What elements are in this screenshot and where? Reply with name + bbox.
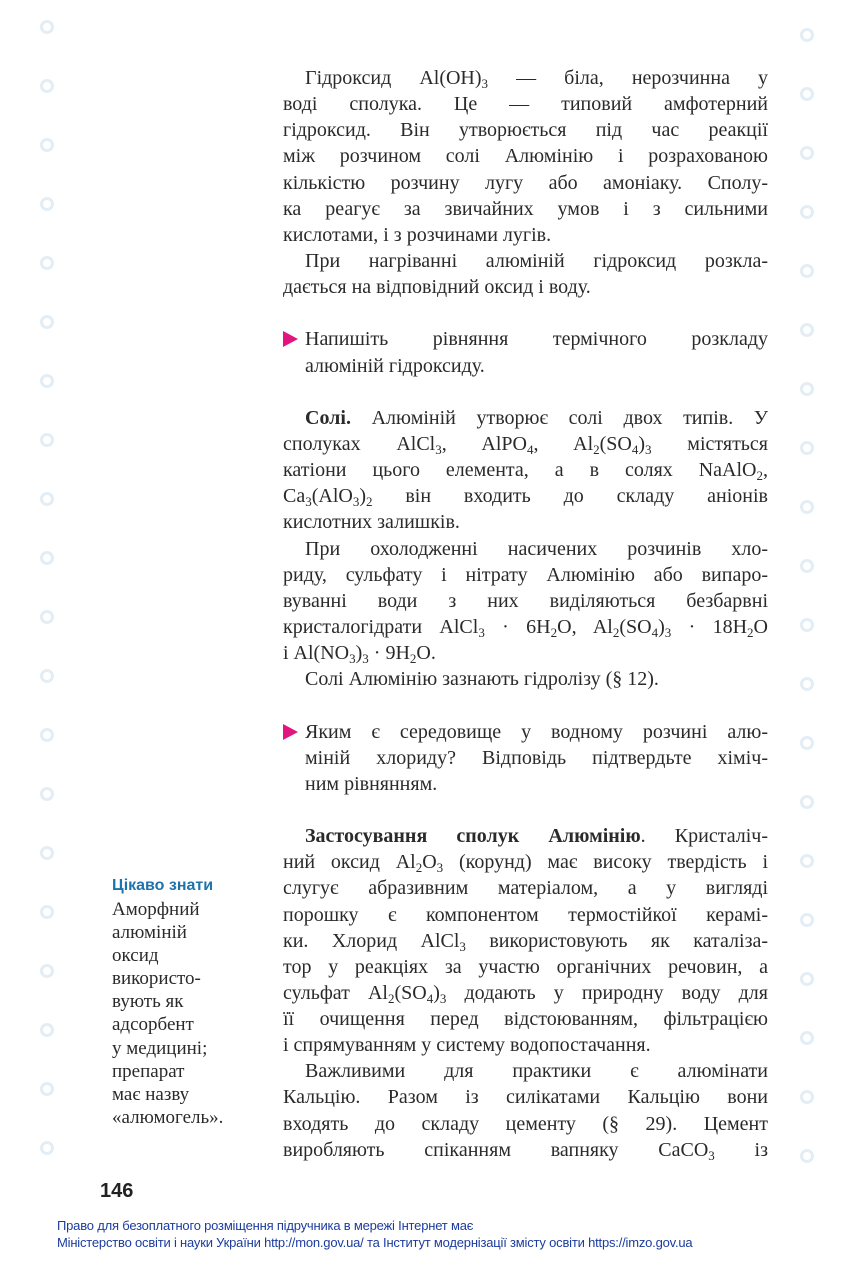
main-text-column bbox=[283, 65, 768, 1163]
watermark-logo-icon bbox=[40, 138, 54, 152]
text-line bbox=[283, 823, 768, 849]
text-line bbox=[283, 614, 768, 640]
blank-line bbox=[283, 692, 768, 718]
text-line bbox=[283, 248, 768, 274]
text-line bbox=[283, 326, 768, 352]
text-line bbox=[283, 1058, 768, 1084]
text-line bbox=[283, 849, 768, 875]
text-line-content: Застосування сполук Алюмінію. Кристаліч- bbox=[305, 825, 768, 848]
text-line-content bbox=[283, 302, 288, 324]
page-number: 146 bbox=[100, 1180, 134, 1202]
sidebar-line: оксид bbox=[112, 945, 159, 967]
text-line-content: кислотами, і з розчинами лугів. bbox=[283, 223, 552, 246]
text-line-content: входять до складу цементу (§ 29). Цемент bbox=[283, 1112, 768, 1135]
text-line-content: Гідроксид $Al(OH)_3$ — біла, нерозчинна у bbox=[305, 67, 768, 91]
text-line bbox=[283, 196, 768, 222]
text-line-content: виробляють спіканням вапняку CaCO$_3$ із bbox=[283, 1138, 768, 1163]
sidebar-line: Аморфний bbox=[112, 899, 200, 920]
watermark-logo-icon bbox=[800, 87, 814, 101]
text-line bbox=[283, 954, 768, 980]
footer-line-2: Міністерство освіти і науки України http://mon.gov.ua/ та Інститут модернізації змісту освіти https://imzo.gov.ua bbox=[57, 1235, 693, 1250]
text-line bbox=[283, 902, 768, 928]
watermark-logo-icon bbox=[800, 618, 814, 632]
sidebar-line: у медицині; bbox=[112, 1037, 208, 1059]
text-line-content: кристалогідрати AlCl$_3$ · $6H_2O$, $Al_2(SO_4)_3 \cdot 18H_2O$ bbox=[283, 615, 768, 640]
text-line bbox=[283, 588, 768, 614]
text-line-content: ка реагує за звичайних умов і з сильними bbox=[283, 197, 768, 220]
watermark-logo-icon bbox=[800, 28, 814, 42]
text-line-content: її очищення перед відстоюванням, фільтрацією bbox=[283, 1008, 768, 1031]
text-line bbox=[283, 536, 768, 562]
text-line bbox=[283, 431, 768, 457]
watermark-logo-icon bbox=[40, 551, 54, 565]
watermark-logo-icon bbox=[800, 795, 814, 809]
text-line-content: дається на відповідний оксид і воду. bbox=[283, 276, 591, 299]
watermark-logo-icon bbox=[800, 1031, 814, 1045]
text-line-content: риду, сульфату і нітрату Алюмінію або випаро- bbox=[283, 563, 768, 586]
text-line bbox=[283, 65, 768, 91]
text-line-content: кислотних залишків. bbox=[283, 511, 460, 534]
watermark-logo-icon bbox=[800, 1149, 814, 1163]
watermark-logo-icon bbox=[40, 610, 54, 624]
watermark-logo-icon bbox=[40, 256, 54, 270]
text-line-content bbox=[283, 381, 288, 403]
sidebar-line: «алюмогель». bbox=[112, 1106, 224, 1128]
watermark-logo-icon bbox=[40, 1141, 54, 1155]
watermark-logo-icon bbox=[40, 79, 54, 93]
text-line-content: порошку є компонентом термостійкої керамі- bbox=[283, 903, 768, 926]
sidebar-heading: Цікаво знати bbox=[112, 877, 214, 894]
text-line-content: ки. Хлорид AlCl$_3$ використовують як каталіза- bbox=[283, 929, 769, 954]
text-line-content: Важливими для практики є алюмінати bbox=[305, 1060, 768, 1083]
text-line-content: кількістю розчину лугу або амоніаку. Сполу- bbox=[283, 171, 768, 194]
watermark-logo-icon bbox=[40, 374, 54, 388]
sidebar-line: використо- bbox=[112, 968, 201, 990]
text-line-content: і спрямуванням у систему водопостачання. bbox=[283, 1034, 651, 1057]
watermark-logo-icon bbox=[40, 1082, 54, 1096]
text-line-content: Напишіть рівняння термічного розкладу bbox=[305, 328, 768, 351]
text-line-content: ний оксид $Al_2O_3$ (корунд) має високу твердість і bbox=[283, 851, 769, 876]
watermark-logo-icon bbox=[800, 382, 814, 396]
text-line bbox=[283, 222, 768, 248]
text-line bbox=[283, 745, 768, 771]
text-line-content: Солі Алюмінію зазнають гідролізу (§ 12). bbox=[305, 668, 659, 691]
watermark-logo-icon bbox=[40, 492, 54, 506]
text-line bbox=[283, 143, 768, 169]
text-line-content: Солі. Алюміній утворює солі двох типів. У bbox=[305, 406, 768, 429]
watermark-logo-icon bbox=[40, 669, 54, 683]
watermark-logo-icon bbox=[40, 728, 54, 742]
text-line bbox=[283, 980, 768, 1006]
text-line bbox=[283, 640, 768, 666]
blank-line bbox=[283, 379, 768, 405]
watermark-logo-icon bbox=[800, 559, 814, 573]
text-line-content: ним рівнянням. bbox=[305, 772, 438, 795]
text-line bbox=[283, 170, 768, 196]
text-line-content: і $Al(NO_3)_3 \cdot 9H_2O$. bbox=[283, 642, 436, 667]
text-line bbox=[283, 91, 768, 117]
text-line bbox=[283, 771, 768, 797]
watermark-logo-icon bbox=[800, 323, 814, 337]
text-line-content: міній хлориду? Відповідь підтвердьте хіміч- bbox=[305, 746, 768, 769]
text-line-content: Кальцію. Разом із силікатами Кальцію вони bbox=[283, 1086, 768, 1109]
text-line-content: $Ca_3(AlO_3)_2$ він входить до складу аніонів bbox=[283, 485, 768, 510]
watermark-logo-icon bbox=[40, 197, 54, 211]
text-line bbox=[283, 666, 768, 692]
task-triangle-icon bbox=[283, 724, 298, 740]
task-triangle-icon bbox=[283, 331, 298, 347]
text-line-content: тор у реакціях за участю органічних речовин, а bbox=[283, 955, 768, 978]
text-line-content: вуванні води з них виділяються безбарвні bbox=[283, 589, 768, 612]
text-line bbox=[283, 875, 768, 901]
text-line-content: між розчином солі Алюмінію і розрахованою bbox=[283, 145, 768, 168]
watermark-logo-icon bbox=[40, 846, 54, 860]
text-line bbox=[283, 117, 768, 143]
sidebar-line: алюміній bbox=[112, 922, 187, 944]
text-line-content: При охолодженні насичених розчинів хло- bbox=[305, 537, 768, 560]
blank-line bbox=[283, 300, 768, 326]
blank-line bbox=[283, 797, 768, 823]
watermark-logo-icon bbox=[40, 20, 54, 34]
text-line-content: воді сполука. Це — типовий амфотерний bbox=[283, 93, 768, 116]
watermark-logo-icon bbox=[40, 1023, 54, 1037]
watermark-logo-icon bbox=[40, 433, 54, 447]
sidebar-line: має назву bbox=[112, 1083, 190, 1105]
sidebar-line: препарат bbox=[112, 1060, 185, 1082]
text-line bbox=[283, 483, 768, 509]
watermark-logo-icon bbox=[800, 146, 814, 160]
watermark-logo-icon bbox=[800, 736, 814, 750]
watermark-logo-icon bbox=[800, 913, 814, 927]
text-line-content bbox=[283, 694, 288, 716]
watermark-logo-icon bbox=[800, 677, 814, 691]
text-line bbox=[283, 562, 768, 588]
watermark-logo-icon bbox=[800, 972, 814, 986]
watermark-logo-icon bbox=[800, 500, 814, 514]
watermark-logo-icon bbox=[40, 787, 54, 801]
text-line bbox=[283, 509, 768, 535]
text-line bbox=[283, 1111, 768, 1137]
watermark-logo-icon bbox=[40, 964, 54, 978]
text-line-content: сульфат $Al_2(SO_4)_3$ додають у природну воду для bbox=[283, 981, 768, 1006]
text-line bbox=[283, 457, 768, 483]
text-line bbox=[283, 405, 768, 431]
text-line bbox=[283, 1137, 768, 1163]
watermark-logo-icon bbox=[800, 264, 814, 278]
text-line bbox=[283, 719, 768, 745]
text-line-content: гідроксид. Він утворюється під час реакції bbox=[283, 119, 768, 142]
text-line bbox=[283, 1084, 768, 1110]
text-line-content: Яким є середовище у водному розчині алю- bbox=[305, 720, 768, 743]
watermark-logo-icon bbox=[800, 854, 814, 868]
watermark-logo-icon bbox=[800, 1090, 814, 1104]
sidebar-line: адсорбент bbox=[112, 1014, 194, 1036]
text-line bbox=[283, 1006, 768, 1032]
text-line-content: сполуках AlCl$_3$, AlPO$_4$, $Al_2(SO_4)_3$ містяться bbox=[283, 432, 769, 457]
text-line-content: При нагріванні алюміній гідроксид розкла- bbox=[305, 249, 768, 272]
sidebar-line: вують як bbox=[112, 991, 184, 1013]
watermark-logo-icon bbox=[40, 905, 54, 919]
text-line-content: алюміній гідроксиду. bbox=[305, 354, 485, 377]
text-line-content: слугує абразивним матеріалом, а у вигляді bbox=[283, 877, 768, 900]
sidebar-interesting-fact bbox=[112, 874, 252, 1129]
text-line-content bbox=[283, 799, 288, 821]
watermark-logo-icon bbox=[800, 441, 814, 455]
footer-line-1: Право для безоплатного розміщення підручника в мережі Інтернет має bbox=[57, 1218, 474, 1233]
text-line-content: катіони цього елемента, а в солях NaAlO$_2$, bbox=[283, 459, 768, 484]
watermark-logo-icon bbox=[800, 205, 814, 219]
text-line bbox=[283, 928, 768, 954]
watermark-logo-icon bbox=[40, 315, 54, 329]
text-line bbox=[283, 1032, 768, 1058]
text-line bbox=[283, 353, 768, 379]
text-line bbox=[283, 274, 768, 300]
